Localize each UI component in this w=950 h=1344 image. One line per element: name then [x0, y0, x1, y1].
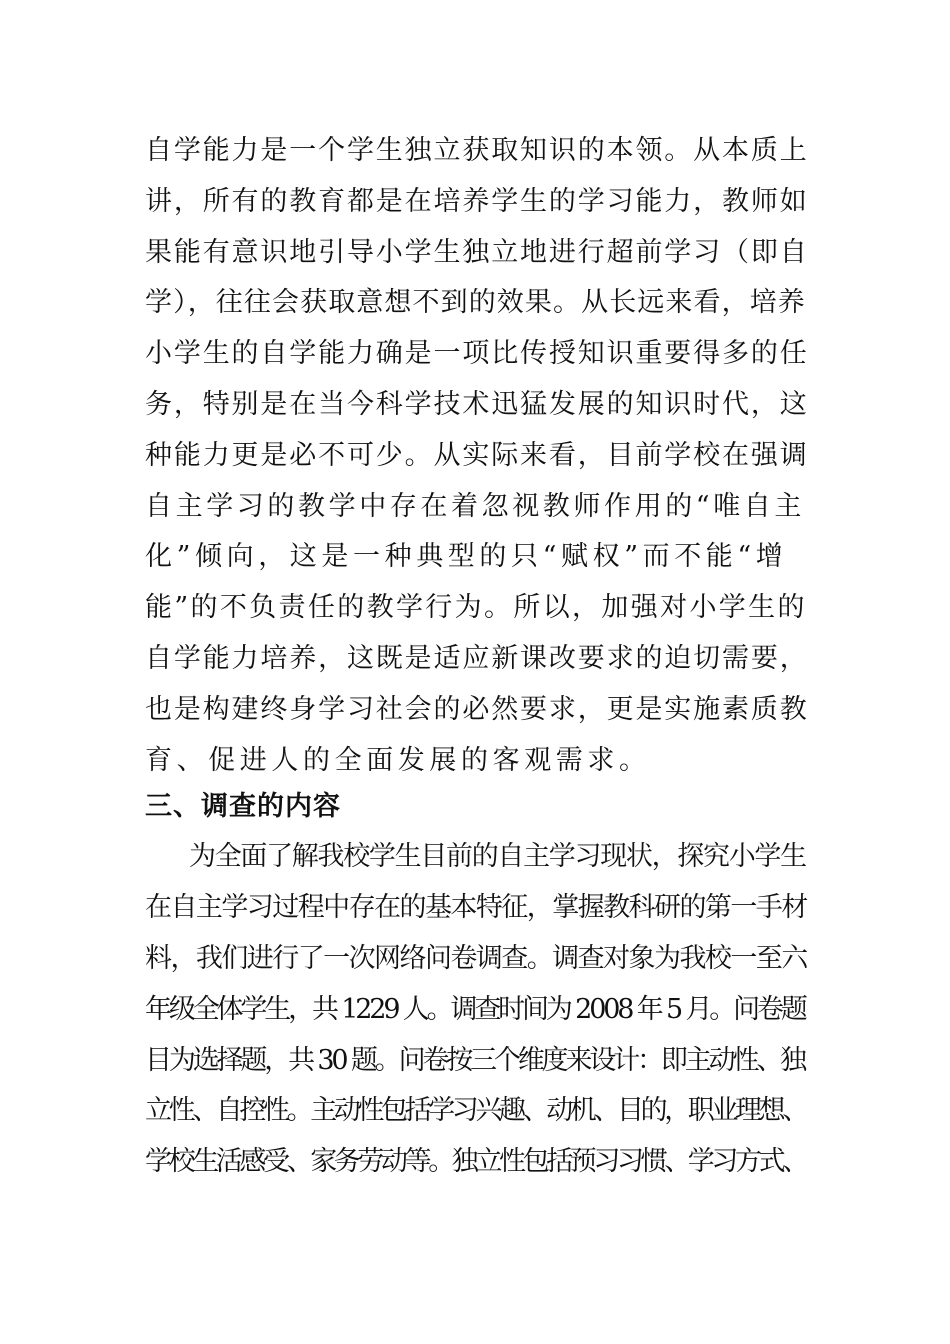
paragraph-survey-content [145, 836, 810, 1183]
paragraph-line: 自学能力是一个学生独立获取知识的本领。从本质上 [145, 135, 809, 166]
paragraph-line: 果能有意识地引导小学生独立地进行超前学习（即自 [145, 236, 809, 268]
paragraph-line: 自学能力培养，这既是适应新课改要求的迫切需要， [145, 642, 809, 674]
section-heading: 三、调查的内容 [145, 791, 341, 823]
paragraph-line: 料，我们进行了一次网络问卷调查。调查对象为我校一至六 [145, 942, 807, 974]
paragraph-line: 立性、自控性。主动性包括学习兴趣、动机、目的，职业理想、 [145, 1095, 806, 1127]
paragraph-line: 在自主学习过程中存在的基本特征，掌握教科研的第一手材 [145, 892, 807, 924]
paragraph-line: 目为选择题，共 30 题。问卷按三个维度来设计：即主动性、独 [145, 1044, 805, 1076]
paragraph-line: 为全面了解我校学生目前的自主学习现状，探究小学生 [189, 841, 806, 873]
paragraph-self-study-ability [145, 130, 810, 782]
paragraph-line: 学），往往会获取意想不到的效果。从长远来看，培养 [145, 287, 806, 319]
paragraph-line: 讲，所有的教育都是在培养学生的学习能力，教师如 [145, 185, 809, 217]
document-body [145, 130, 810, 1192]
paragraph-line: 种能力更是必不可少。从实际来看，目前学校在强调 [145, 439, 809, 471]
paragraph-line: 务，特别是在当今科学技术迅猛发展的知识时代，这 [145, 388, 809, 420]
paragraph-line: 年级全体学生，共 1229 人。调查时间为 2008 年 5 月。问卷题 [145, 993, 805, 1025]
paragraph-line: 自主学习的教学中存在着忽视教师作用的“唯自主 [145, 490, 806, 522]
paragraph-line: 化”倾向，这是一种典型的只“赋权”而不能“增 [145, 541, 788, 573]
paragraph-line: 学校生活感受、家务劳动等。独立性包括预习习惯、学习方式、 [145, 1146, 806, 1178]
paragraph-line: 小学生的自学能力确是一项比传授知识重要得多的任 [145, 338, 809, 370]
paragraph-line: 育、促进人的全面发展的客观需求。 [145, 744, 651, 776]
paragraph-line: 也是构建终身学习社会的必然要求，更是实施素质教 [145, 693, 809, 725]
paragraph-line: 能”的不负责任的教学行为。所以，加强对小学生的 [145, 592, 807, 624]
